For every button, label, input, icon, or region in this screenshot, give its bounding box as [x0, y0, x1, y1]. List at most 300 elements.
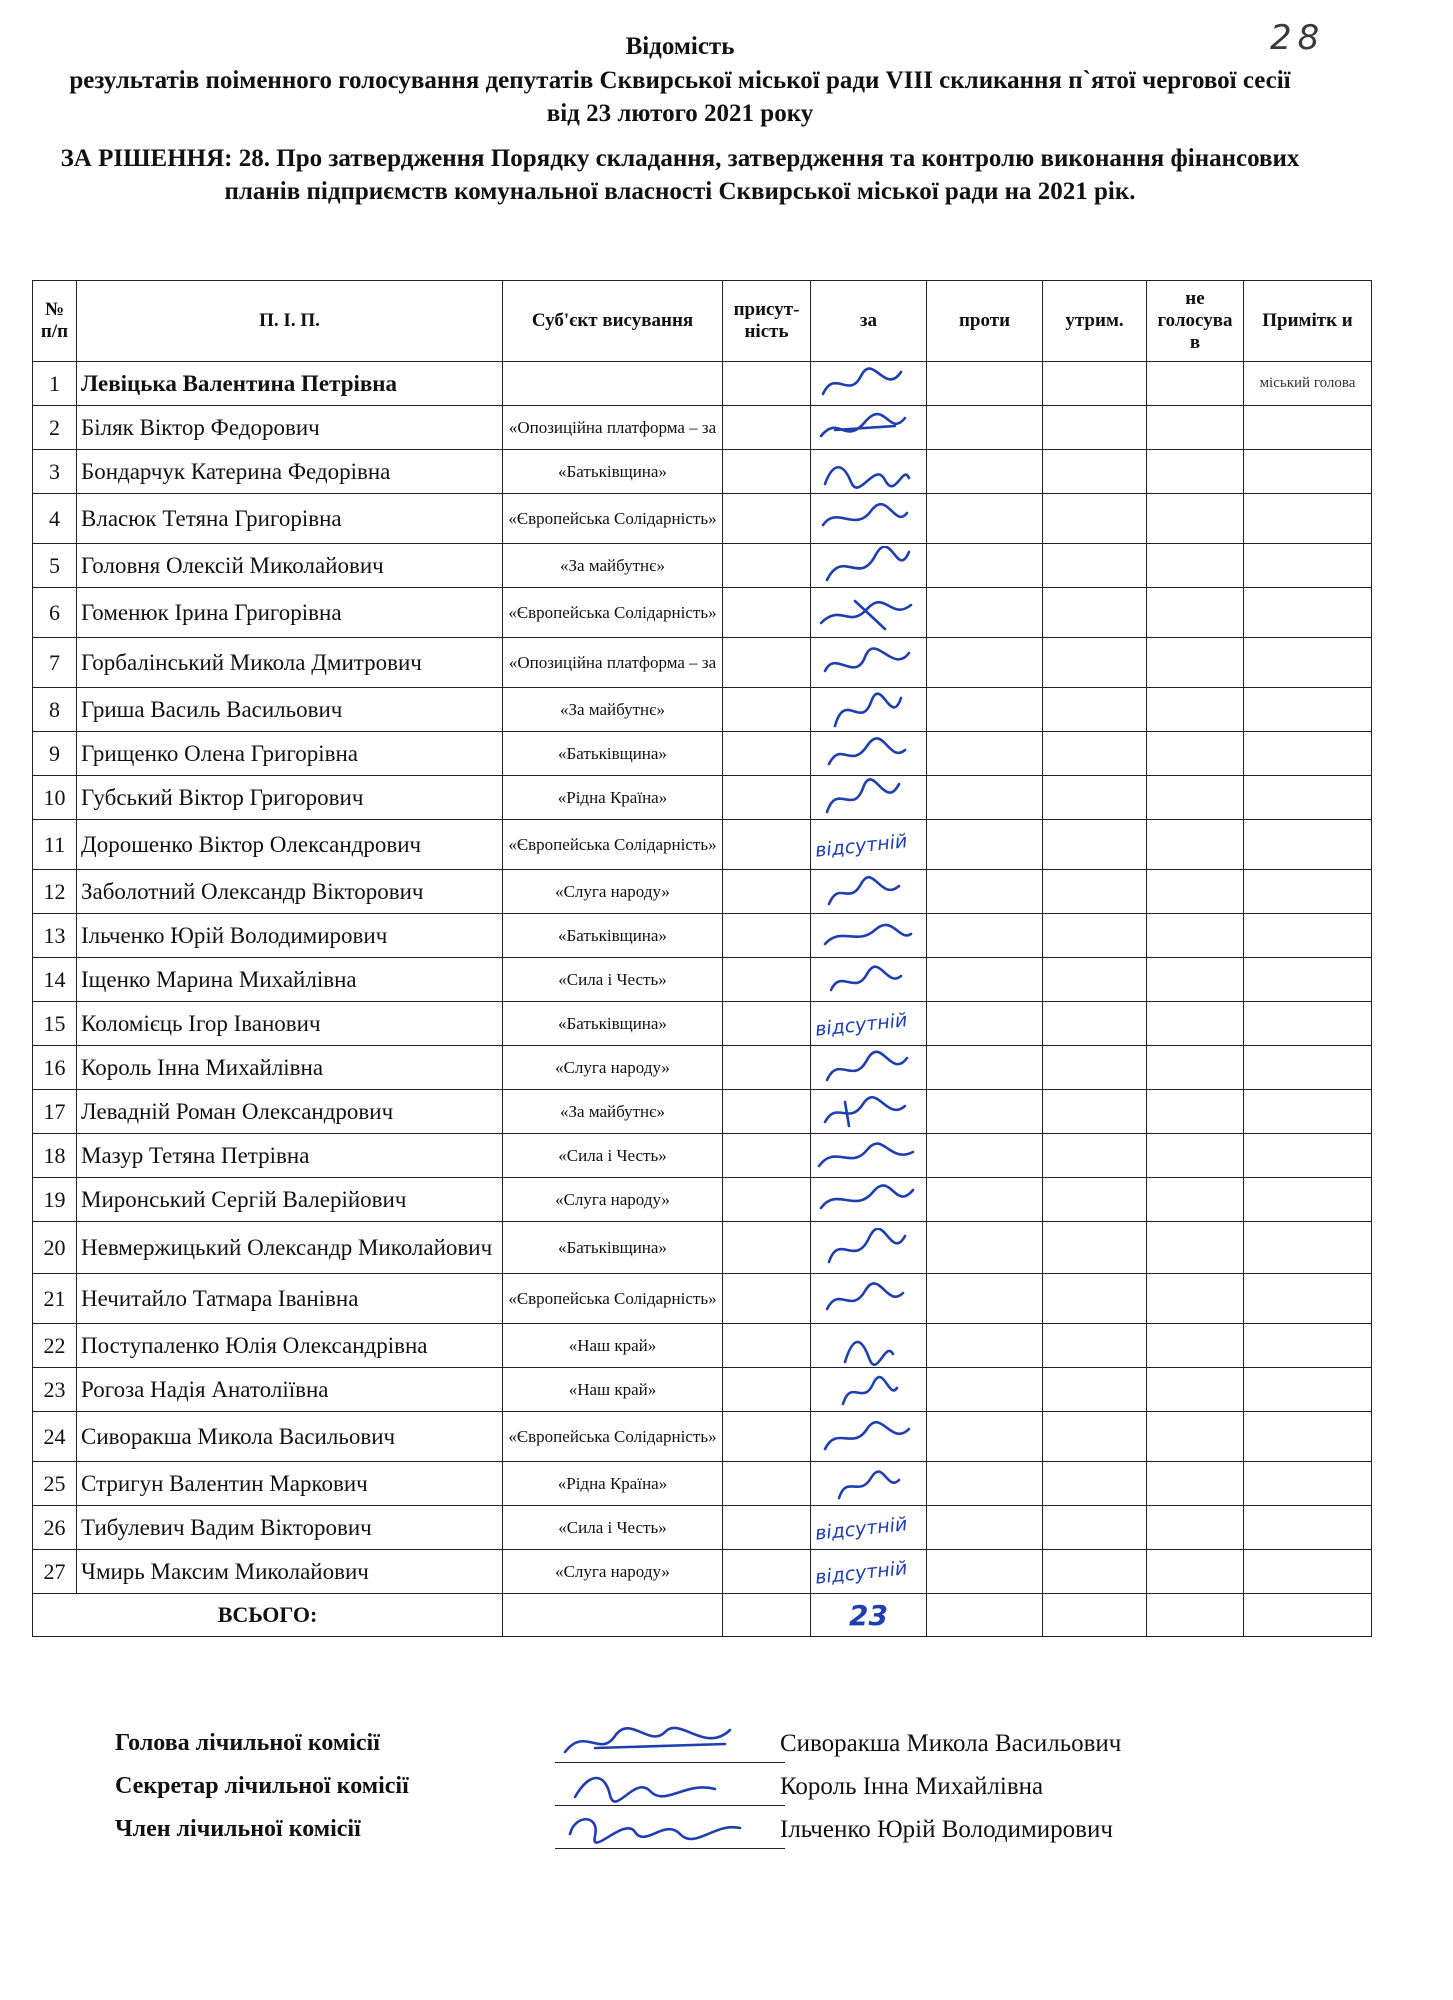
presence-cell: [723, 406, 811, 450]
note-cell: [1244, 1222, 1372, 1274]
row-number: 10: [33, 776, 77, 820]
vote-against-cell: [927, 1274, 1043, 1324]
nominating-party: «Батьківщина»: [503, 1222, 723, 1274]
vote-abstain-cell: [1043, 1046, 1147, 1090]
column-header: Суб'єкт висування: [503, 281, 723, 362]
counting-commission: [115, 1730, 1365, 1859]
vote-against-cell: [927, 638, 1043, 688]
deputy-name: Горбалінський Микола Дмитрович: [77, 638, 503, 688]
presence-cell: [723, 1046, 811, 1090]
column-header: за: [811, 281, 927, 362]
commission-signature: [555, 1804, 755, 1852]
deputy-name: Дорошенко Віктор Олександрович: [77, 820, 503, 870]
signature-mark: [815, 1180, 915, 1220]
table-row: [33, 1550, 1372, 1594]
vote-for-cell: [811, 1412, 927, 1462]
row-number: 11: [33, 820, 77, 870]
note-cell: [1244, 820, 1372, 870]
signature-mark: [815, 1136, 915, 1176]
nominating-party: «Слуга народу»: [503, 1046, 723, 1090]
table-row: [33, 1368, 1372, 1412]
commission-role: Секретар лічильної комісії: [115, 1773, 409, 1799]
nominating-party: «Наш край»: [503, 1324, 723, 1368]
presence-cell: [723, 1222, 811, 1274]
presence-cell: [723, 1090, 811, 1134]
not-voted-cell: [1147, 638, 1244, 688]
nominating-party: «Рідна Країна»: [503, 1462, 723, 1506]
signature-line: [555, 1848, 785, 1849]
table-row: [33, 406, 1372, 450]
commission-signature: [555, 1761, 755, 1809]
vote-against-cell: [927, 1134, 1043, 1178]
not-voted-cell: [1147, 362, 1244, 406]
note-cell: [1244, 958, 1372, 1002]
vote-for-cell: [811, 494, 927, 544]
vote-for-cell: [811, 362, 927, 406]
vote-abstain-cell: [1043, 362, 1147, 406]
vote-for-cell: [811, 1046, 927, 1090]
signature-mark: [815, 872, 915, 912]
total-cell: [1043, 1594, 1147, 1637]
note-cell: [1244, 1506, 1372, 1550]
vote-against-cell: [927, 1002, 1043, 1046]
table-row: [33, 776, 1372, 820]
vote-for-cell: [811, 820, 927, 870]
total-row: [33, 1594, 1372, 1637]
commission-role: Голова лічильної комісії: [115, 1730, 380, 1756]
row-number: 3: [33, 450, 77, 494]
nominating-party: «Рідна Країна»: [503, 776, 723, 820]
vote-abstain-cell: [1043, 450, 1147, 494]
commission-role: Член лічильної комісії: [115, 1816, 361, 1842]
not-voted-cell: [1147, 1178, 1244, 1222]
presence-cell: [723, 1506, 811, 1550]
absent-mark: відсутній: [814, 829, 909, 862]
deputy-name: Губський Віктор Григорович: [77, 776, 503, 820]
table-row: [33, 1462, 1372, 1506]
row-number: 25: [33, 1462, 77, 1506]
row-number: 12: [33, 870, 77, 914]
deputy-name: Поступаленко Юлія Олександрівна: [77, 1324, 503, 1368]
vote-abstain-cell: [1043, 1002, 1147, 1046]
decision-title: ЗА РІШЕННЯ: 28. Про затвердження Порядку складання, затвердження та контролю виконання фінансових планів підприємств комунальної власності Сквирської міської ради на 2021 рік.: [60, 145, 1300, 205]
nominating-party: «Батьківщина»: [503, 732, 723, 776]
not-voted-cell: [1147, 1412, 1244, 1462]
signature-mark: [815, 690, 915, 730]
note-cell: [1244, 870, 1372, 914]
deputy-name: Коломієць Ігор Іванович: [77, 1002, 503, 1046]
vote-against-cell: [927, 1550, 1043, 1594]
table-row: [33, 1090, 1372, 1134]
nominating-party: «Слуга народу»: [503, 870, 723, 914]
vote-for-cell: [811, 1462, 927, 1506]
note-cell: [1244, 1002, 1372, 1046]
vote-for-cell: [811, 1550, 927, 1594]
vote-against-cell: [927, 494, 1043, 544]
presence-cell: [723, 544, 811, 588]
table-row: [33, 1002, 1372, 1046]
presence-cell: [723, 1462, 811, 1506]
signature-mark: [815, 1092, 915, 1132]
note-cell: [1244, 588, 1372, 638]
commission-name: Король Інна Михайлівна: [780, 1773, 1044, 1800]
table-row: [33, 588, 1372, 638]
deputy-name: Левадній Роман Олександрович: [77, 1090, 503, 1134]
row-number: 15: [33, 1002, 77, 1046]
nominating-party: «Європейська Солідарність»: [503, 1412, 723, 1462]
not-voted-cell: [1147, 776, 1244, 820]
absent-mark: відсутній: [814, 1556, 909, 1589]
nominating-party: «Слуга народу»: [503, 1178, 723, 1222]
document-header: [30, 30, 1330, 208]
not-voted-cell: [1147, 1462, 1244, 1506]
vote-abstain-cell: [1043, 406, 1147, 450]
deputy-name: Рогоза Надія Анатоліївна: [77, 1368, 503, 1412]
vote-against-cell: [927, 870, 1043, 914]
nominating-party: «Європейська Солідарність»: [503, 1274, 723, 1324]
deputy-name: Заболотний Олександр Вікторович: [77, 870, 503, 914]
nominating-party: «За майбутнє»: [503, 688, 723, 732]
vote-for-cell: [811, 1274, 927, 1324]
vote-against-cell: [927, 1324, 1043, 1368]
deputy-name: Стригун Валентин Маркович: [77, 1462, 503, 1506]
vote-for-cell: [811, 1324, 927, 1368]
commission-row: [115, 1816, 1365, 1859]
row-number: 26: [33, 1506, 77, 1550]
deputy-name: Грищенко Олена Григорівна: [77, 732, 503, 776]
signature-mark: [815, 593, 915, 633]
signature-mark: [815, 1326, 915, 1366]
row-number: 1: [33, 362, 77, 406]
vote-abstain-cell: [1043, 1178, 1147, 1222]
column-header: присут-ність: [723, 281, 811, 362]
not-voted-cell: [1147, 450, 1244, 494]
vote-for-cell: [811, 1222, 927, 1274]
vote-against-cell: [927, 1046, 1043, 1090]
table-header-row: [33, 281, 1372, 362]
deputy-name: Невмержицький Олександр Миколайович: [77, 1222, 503, 1274]
deputy-name: Ільченко Юрій Володимирович: [77, 914, 503, 958]
nominating-party: «Батьківщина»: [503, 450, 723, 494]
vote-for-cell: [811, 638, 927, 688]
row-number: 14: [33, 958, 77, 1002]
document-title: Відомість: [625, 33, 735, 60]
vote-abstain-cell: [1043, 638, 1147, 688]
table-row: [33, 1412, 1372, 1462]
note-cell: [1244, 1090, 1372, 1134]
not-voted-cell: [1147, 870, 1244, 914]
vote-abstain-cell: [1043, 870, 1147, 914]
vote-for-cell: [811, 1506, 927, 1550]
presence-cell: [723, 1412, 811, 1462]
vote-abstain-cell: [1043, 1134, 1147, 1178]
signature-mark: [815, 643, 915, 683]
vote-abstain-cell: [1043, 1412, 1147, 1462]
nominating-party: «Сила і Честь»: [503, 958, 723, 1002]
presence-cell: [723, 1368, 811, 1412]
vote-for-cell: [811, 544, 927, 588]
deputy-name: Гоменюк Ірина Григорівна: [77, 588, 503, 638]
nominating-party: «Європейська Солідарність»: [503, 588, 723, 638]
vote-abstain-cell: [1043, 776, 1147, 820]
table-body: [33, 362, 1372, 1594]
table-row: [33, 544, 1372, 588]
presence-cell: [723, 494, 811, 544]
presence-cell: [723, 1178, 811, 1222]
vote-abstain-cell: [1043, 1274, 1147, 1324]
vote-against-cell: [927, 544, 1043, 588]
row-number: 20: [33, 1222, 77, 1274]
deputy-name: Біляк Віктор Федорович: [77, 406, 503, 450]
not-voted-cell: [1147, 958, 1244, 1002]
signature-mark: [815, 499, 915, 539]
not-voted-cell: [1147, 1090, 1244, 1134]
deputy-name: Сиворакша Микола Васильович: [77, 1412, 503, 1462]
deputy-name: Чмирь Максим Миколайович: [77, 1550, 503, 1594]
deputy-name: Король Інна Михайлівна: [77, 1046, 503, 1090]
nominating-party: «Європейська Солідарність»: [503, 820, 723, 870]
vote-against-cell: [927, 1090, 1043, 1134]
row-number: 22: [33, 1324, 77, 1368]
vote-abstain-cell: [1043, 914, 1147, 958]
nominating-party: «Опозиційна платформа – за: [503, 406, 723, 450]
total-cell: [503, 1594, 723, 1637]
presence-cell: [723, 588, 811, 638]
table-row: [33, 1046, 1372, 1090]
signature-mark: [815, 778, 915, 818]
presence-cell: [723, 958, 811, 1002]
table-row: [33, 820, 1372, 870]
nominating-party: «Сила і Честь»: [503, 1134, 723, 1178]
signature-mark: [815, 960, 915, 1000]
note-cell: [1244, 1178, 1372, 1222]
presence-cell: [723, 914, 811, 958]
signature-mark: [815, 1370, 915, 1410]
not-voted-cell: [1147, 914, 1244, 958]
deputy-name: Власюк Тетяна Григорівна: [77, 494, 503, 544]
signature-mark: [815, 1048, 915, 1088]
vote-against-cell: [927, 776, 1043, 820]
vote-against-cell: [927, 1462, 1043, 1506]
presence-cell: [723, 638, 811, 688]
table-row: [33, 1506, 1372, 1550]
deputy-name: Нечитайло Татмара Іванівна: [77, 1274, 503, 1324]
not-voted-cell: [1147, 544, 1244, 588]
vote-for-cell: [811, 406, 927, 450]
note-cell: міський голова: [1244, 362, 1372, 406]
not-voted-cell: [1147, 494, 1244, 544]
row-number: 27: [33, 1550, 77, 1594]
table-row: [33, 638, 1372, 688]
presence-cell: [723, 362, 811, 406]
vote-for-cell: [811, 914, 927, 958]
presence-cell: [723, 1002, 811, 1046]
signature-mark: [815, 916, 915, 956]
table-row: [33, 450, 1372, 494]
not-voted-cell: [1147, 1046, 1244, 1090]
nominating-party: «Сила і Честь»: [503, 1506, 723, 1550]
vote-against-cell: [927, 958, 1043, 1002]
row-number: 5: [33, 544, 77, 588]
note-cell: [1244, 732, 1372, 776]
vote-against-cell: [927, 1222, 1043, 1274]
signature-mark: [815, 452, 915, 492]
not-voted-cell: [1147, 1222, 1244, 1274]
vote-abstain-cell: [1043, 494, 1147, 544]
column-header: утрим.: [1043, 281, 1147, 362]
column-header: не голосува в: [1147, 281, 1244, 362]
vote-abstain-cell: [1043, 1222, 1147, 1274]
presence-cell: [723, 1324, 811, 1368]
not-voted-cell: [1147, 1506, 1244, 1550]
vote-abstain-cell: [1043, 1506, 1147, 1550]
deputy-name: Миронський Сергій Валерійович: [77, 1178, 503, 1222]
table-row: [33, 362, 1372, 406]
presence-cell: [723, 1274, 811, 1324]
note-cell: [1244, 450, 1372, 494]
vote-against-cell: [927, 406, 1043, 450]
row-number: 19: [33, 1178, 77, 1222]
row-number: 8: [33, 688, 77, 732]
nominating-party: «Європейська Солідарність»: [503, 494, 723, 544]
table-row: [33, 1274, 1372, 1324]
row-number: 21: [33, 1274, 77, 1324]
note-cell: [1244, 1134, 1372, 1178]
presence-cell: [723, 820, 811, 870]
presence-cell: [723, 1134, 811, 1178]
nominating-party: [503, 362, 723, 406]
vote-abstain-cell: [1043, 1368, 1147, 1412]
signature-mark: [815, 1228, 915, 1268]
column-header: П. І. П.: [77, 281, 503, 362]
vote-abstain-cell: [1043, 688, 1147, 732]
not-voted-cell: [1147, 406, 1244, 450]
vote-for-cell: [811, 1178, 927, 1222]
note-cell: [1244, 494, 1372, 544]
vote-for-cell: [811, 688, 927, 732]
nominating-party: «Слуга народу»: [503, 1550, 723, 1594]
commission-signature: [555, 1718, 755, 1766]
vote-against-cell: [927, 588, 1043, 638]
not-voted-cell: [1147, 1550, 1244, 1594]
note-cell: [1244, 1324, 1372, 1368]
row-number: 7: [33, 638, 77, 688]
vote-against-cell: [927, 914, 1043, 958]
row-number: 18: [33, 1134, 77, 1178]
vote-abstain-cell: [1043, 820, 1147, 870]
vote-for-cell: [811, 958, 927, 1002]
deputy-name: Іщенко Марина Михайлівна: [77, 958, 503, 1002]
vote-abstain-cell: [1043, 1324, 1147, 1368]
vote-for-cell: [811, 450, 927, 494]
table-row: [33, 732, 1372, 776]
note-cell: [1244, 1274, 1372, 1324]
table-row: [33, 1178, 1372, 1222]
note-cell: [1244, 544, 1372, 588]
vote-for-cell: [811, 870, 927, 914]
not-voted-cell: [1147, 688, 1244, 732]
row-number: 13: [33, 914, 77, 958]
column-header: № п/п: [33, 281, 77, 362]
row-number: 4: [33, 494, 77, 544]
vote-abstain-cell: [1043, 1462, 1147, 1506]
note-cell: [1244, 1412, 1372, 1462]
signature-mark: [815, 734, 915, 774]
total-for-count: 23: [849, 1598, 888, 1632]
vote-against-cell: [927, 362, 1043, 406]
vote-abstain-cell: [1043, 958, 1147, 1002]
commission-name: Ільченко Юрій Володимирович: [780, 1816, 1113, 1843]
note-cell: [1244, 406, 1372, 450]
total-label: ВСЬОГО:: [33, 1594, 503, 1637]
vote-for-cell: [811, 1368, 927, 1412]
total-for: [811, 1594, 927, 1637]
deputy-name: Тибулевич Вадим Вікторович: [77, 1506, 503, 1550]
not-voted-cell: [1147, 732, 1244, 776]
page-number: 28: [1270, 18, 1326, 58]
commission-name: Сиворакша Микола Васильович: [780, 1730, 1122, 1757]
row-number: 6: [33, 588, 77, 638]
vote-for-cell: [811, 588, 927, 638]
deputy-name: Гриша Василь Васильович: [77, 688, 503, 732]
table-row: [33, 914, 1372, 958]
not-voted-cell: [1147, 1368, 1244, 1412]
column-header: Примітк и: [1244, 281, 1372, 362]
nominating-party: «Батьківщина»: [503, 1002, 723, 1046]
not-voted-cell: [1147, 1324, 1244, 1368]
column-header: проти: [927, 281, 1043, 362]
presence-cell: [723, 776, 811, 820]
table-row: [33, 870, 1372, 914]
table-row: [33, 1134, 1372, 1178]
presence-cell: [723, 688, 811, 732]
table-row: [33, 958, 1372, 1002]
deputy-name: Головня Олексій Миколайович: [77, 544, 503, 588]
vote-against-cell: [927, 732, 1043, 776]
note-cell: [1244, 1462, 1372, 1506]
nominating-party: «Наш край»: [503, 1368, 723, 1412]
signature-mark: [815, 546, 915, 586]
note-cell: [1244, 914, 1372, 958]
signature-mark: [815, 1417, 915, 1457]
total-cell: [927, 1594, 1043, 1637]
signature-mark: [815, 408, 915, 448]
presence-cell: [723, 450, 811, 494]
vote-abstain-cell: [1043, 1090, 1147, 1134]
voting-table: [32, 280, 1372, 1637]
not-voted-cell: [1147, 1002, 1244, 1046]
nominating-party: «За майбутнє»: [503, 544, 723, 588]
signature-mark: [815, 1464, 915, 1504]
row-number: 17: [33, 1090, 77, 1134]
deputy-name: Левіцька Валентина Петрівна: [77, 362, 503, 406]
presence-cell: [723, 732, 811, 776]
not-voted-cell: [1147, 1134, 1244, 1178]
table-row: [33, 688, 1372, 732]
nominating-party: «Батьківщина»: [503, 914, 723, 958]
note-cell: [1244, 1368, 1372, 1412]
table-row: [33, 1222, 1372, 1274]
vote-for-cell: [811, 1002, 927, 1046]
not-voted-cell: [1147, 1274, 1244, 1324]
not-voted-cell: [1147, 588, 1244, 638]
vote-for-cell: [811, 732, 927, 776]
table-row: [33, 494, 1372, 544]
note-cell: [1244, 1046, 1372, 1090]
not-voted-cell: [1147, 820, 1244, 870]
row-number: 16: [33, 1046, 77, 1090]
absent-mark: відсутній: [814, 1512, 909, 1545]
